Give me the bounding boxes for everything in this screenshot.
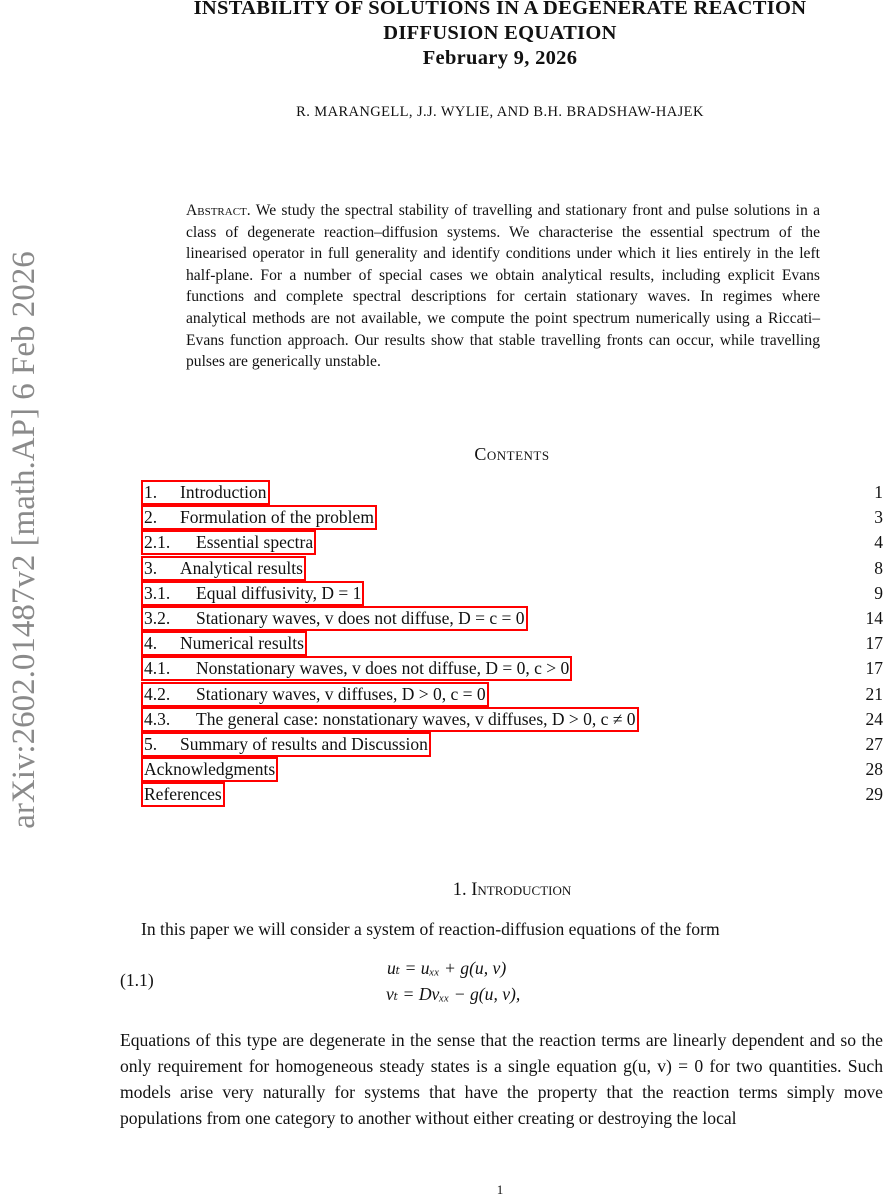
toc-number: 5. xyxy=(144,733,158,754)
toc-entry xyxy=(141,732,883,757)
title-line-2: DIFFUSION EQUATION xyxy=(383,22,617,44)
toc-title: Numerical results xyxy=(180,633,304,654)
toc-link[interactable] xyxy=(141,530,316,555)
toc-page: 1 xyxy=(874,482,883,502)
intro-sentence: In this paper we will consider a system of reaction-diffusion equations of the form xyxy=(141,919,720,939)
toc-page: 17 xyxy=(865,633,883,654)
toc-title: Introduction xyxy=(180,482,267,502)
toc-title: Formulation of the problem xyxy=(180,507,374,528)
abstract xyxy=(186,200,820,373)
toc-title: References xyxy=(144,784,222,805)
toc-link[interactable] xyxy=(141,631,307,656)
toc-title: Nonstationary waves, v does not diffuse, D = 0, c > 0 xyxy=(196,658,570,679)
toc-entry xyxy=(141,631,883,656)
toc-number: 4.2. xyxy=(144,683,171,704)
toc-entry xyxy=(141,505,883,530)
page-number: 1 xyxy=(496,1182,504,1197)
section-heading xyxy=(141,880,883,901)
toc-title: Stationary waves, v diffuses, D > 0, c = 0 xyxy=(196,683,486,704)
abstract-text: We study the spectral stability of travelling and stationary front and pulse solutions in a class of degenerate reaction–diffusion systems. We characterise the essential spectrum of the linearised operator in full generality and identify conditions under which it lies entirely in the left half-plane. For a number of special cases we obtain analytical results, including explicit Evans functions and complete spectral descriptions for certain stationary waves. In regimes where analytical methods are not available, we compute the point spectrum numerically using a Riccati–Evans function approach. Our results show that stable travelling fronts can occur, while travelling pulses are generically unstable. xyxy=(186,202,820,371)
toc-link[interactable] xyxy=(141,556,306,581)
paper-title xyxy=(100,0,883,71)
toc-number: 2.1. xyxy=(144,532,171,553)
toc-entry xyxy=(141,682,883,707)
arxiv-stamp: arXiv:2602.01487v2 [math.AP] 6 Feb 2026 xyxy=(6,251,42,829)
toc-entry xyxy=(141,581,883,606)
equation-line-2: vₜ = Dvₓₓ − g(u, v), xyxy=(386,984,521,1004)
toc-page: 17 xyxy=(865,658,883,679)
toc-link[interactable] xyxy=(141,757,278,782)
toc-link[interactable] xyxy=(141,732,431,757)
toc-page: 8 xyxy=(874,557,883,578)
toc-number: 4.1. xyxy=(144,658,171,679)
toc-link[interactable] xyxy=(141,782,225,807)
toc-entry xyxy=(141,782,883,807)
toc-link[interactable] xyxy=(141,707,639,732)
paper-date: February 9, 2026 xyxy=(422,47,578,69)
toc-page: 27 xyxy=(865,733,883,754)
toc-entry xyxy=(141,480,883,505)
toc-entry xyxy=(141,656,883,681)
toc-title: Stationary waves, v does not diffuse, D = c = 0 xyxy=(196,607,525,628)
toc-title: Essential spectra xyxy=(196,532,314,553)
toc-number: 3.1. xyxy=(144,582,171,603)
toc-link[interactable] xyxy=(141,581,364,606)
toc-entry xyxy=(141,707,883,732)
toc-page: 14 xyxy=(865,607,883,628)
contents-heading: Contents xyxy=(474,444,550,464)
section-title: 1. Introduction xyxy=(452,880,572,900)
toc-title: Equal diffusivity, D = 1 xyxy=(196,582,362,603)
toc-page: 29 xyxy=(865,784,883,805)
toc-page: 4 xyxy=(874,532,883,553)
abstract-label: Abstract. xyxy=(186,202,251,219)
toc-link[interactable] xyxy=(141,656,572,681)
table-of-contents xyxy=(141,480,883,807)
toc-page: 9 xyxy=(874,582,883,603)
toc-link[interactable] xyxy=(141,505,377,530)
body-paragraph: Equations of this type are degenerate in the sense that the reaction terms are linearly dependent and so the only requirement for homogeneous steady states is a single equation g(u, v) = 0 for two quantities. Such models arise very naturally for systems that have the property that the reaction terms simply move populations from one category to another without either creating or destroying the local xyxy=(120,1030,883,1128)
toc-page: 28 xyxy=(865,759,883,780)
equation-line-1: uₜ = uₓₓ + g(u, v) xyxy=(387,958,507,978)
equation-number: (1.1) xyxy=(120,970,154,990)
title-line-1: INSTABILITY OF SOLUTIONS IN A DEGENERATE REACTION xyxy=(193,0,807,19)
toc-title: Acknowledgments xyxy=(144,759,276,780)
toc-link[interactable] xyxy=(141,606,528,631)
toc-number: 4.3. xyxy=(144,708,171,729)
toc-number: 2. xyxy=(144,507,158,528)
authors: R. MARANGELL, J.J. WYLIE, AND B.H. BRADSHAW-HAJEK xyxy=(296,104,704,120)
toc-number: 1. xyxy=(144,482,158,502)
toc-entry xyxy=(141,606,883,631)
toc-number: 4. xyxy=(144,633,158,654)
toc-entry xyxy=(141,556,883,581)
toc-number: 3.2. xyxy=(144,607,171,628)
toc-number: 3. xyxy=(144,557,158,578)
toc-page: 3 xyxy=(874,507,883,528)
toc-page: 24 xyxy=(865,708,883,729)
equation xyxy=(386,955,520,1007)
toc-entry xyxy=(141,530,883,555)
toc-page: 21 xyxy=(865,683,883,704)
toc-entry xyxy=(141,757,883,782)
toc-title: Summary of results and Discussion xyxy=(180,733,428,754)
toc-title: The general case: nonstationary waves, v diffuses, D > 0, c ≠ 0 xyxy=(196,708,636,729)
toc-link[interactable] xyxy=(141,480,270,505)
toc-link[interactable] xyxy=(141,682,489,707)
toc-title: Analytical results xyxy=(180,557,303,578)
